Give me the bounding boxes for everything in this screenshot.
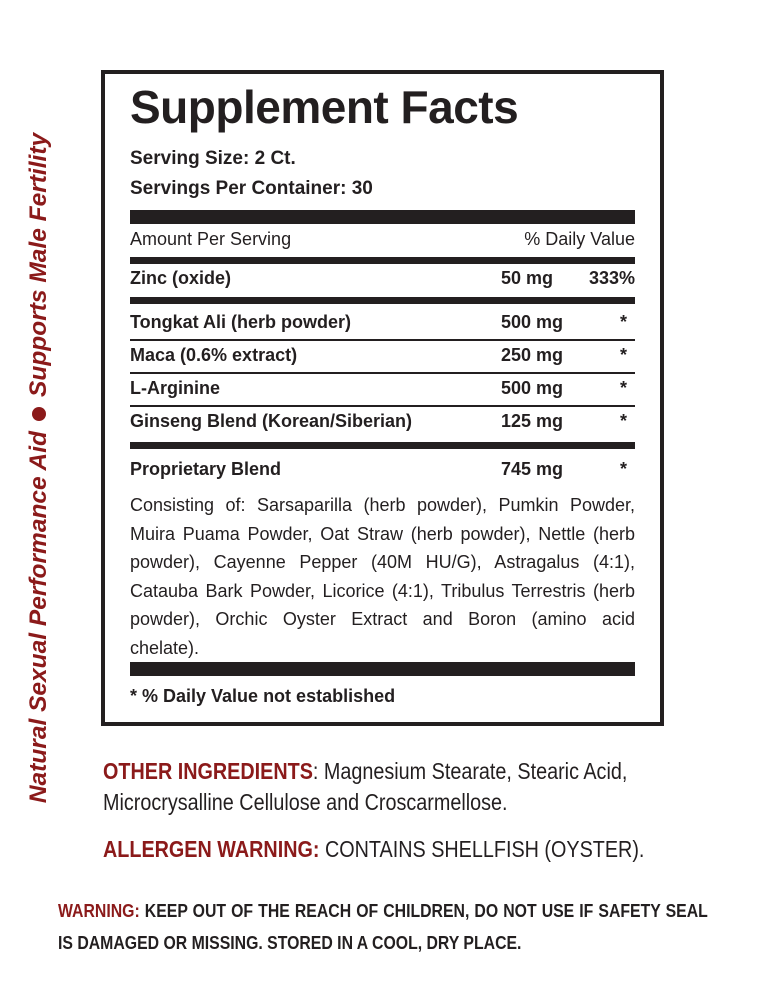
blend-amount: 745 mg <box>501 459 564 479</box>
amount-per-serving-header: Amount Per Serving <box>130 229 292 249</box>
blend-description: Consisting of: Sarsaparilla (herb powder), Pumkin Powder, Muira Puama Powder, Oat Straw (herb powder), Nettle (herb powder), Cayenne Pepper (40M HU/G), Astragalus (4:1), Catauba Bark Powder, Licorice (4:1), Tribulus Terrestris (herb powder), Orchic Oyster Extract and Boron (amino acid chelate). <box>130 495 635 658</box>
ingredient-amount: 500 mg <box>501 378 564 398</box>
ingredient-name: Ginseng Blend (Korean/Siberian) <box>130 411 413 431</box>
ingredient-daily-value: * <box>619 345 627 365</box>
servings-per-container: Servings Per Container: 30 <box>130 178 373 199</box>
allergen-text: CONTAINS SHELLFISH (OYSTER). <box>319 836 645 862</box>
safety-warning <box>58 895 708 959</box>
thick-divider <box>130 662 635 676</box>
other-ingredients-label: OTHER INGREDIENTS <box>103 758 313 784</box>
supplement-facts-panel <box>101 70 664 726</box>
side-tagline-right: Supports Male Fertility <box>25 132 52 397</box>
column-header-row <box>130 225 635 255</box>
other-ingredients <box>103 756 663 818</box>
ingredient-name: Maca (0.6% extract) <box>130 345 298 365</box>
nutrient-daily-value: 333% <box>588 268 635 288</box>
allergen-warning <box>103 836 644 863</box>
allergen-label: ALLERGEN WARNING: <box>103 836 320 862</box>
ingredient-row <box>130 374 635 404</box>
nutrient-row-zinc <box>130 264 635 294</box>
warning-text: KEEP OUT OF THE REACH OF CHILDREN, DO NOT USE IF SAFETY SEAL IS DAMAGED OR MISSING. STORED IN A COOL, DRY PLACE. <box>58 900 708 953</box>
ingredient-daily-value: * <box>619 378 627 398</box>
medium-divider <box>130 442 635 449</box>
ingredient-amount: 125 mg <box>501 411 564 431</box>
proprietary-blend-row <box>130 455 635 485</box>
nutrient-amount: 50 mg <box>501 268 554 288</box>
medium-divider <box>130 297 635 304</box>
ingredient-row <box>130 308 635 338</box>
thick-divider <box>130 210 635 224</box>
daily-value-header: % Daily Value <box>524 229 635 249</box>
blend-daily-value: * <box>619 459 627 479</box>
warning-label: WARNING: <box>58 900 140 921</box>
blend-name: Proprietary Blend <box>130 459 282 479</box>
ingredient-name: Tongkat Ali (herb powder) <box>130 312 351 332</box>
ingredient-daily-value: * <box>619 312 627 332</box>
daily-value-footnote: * % Daily Value not established <box>130 686 396 706</box>
nutrient-name: Zinc (oxide) <box>130 268 232 288</box>
facts-title: Supplement Facts <box>130 81 519 133</box>
ingredient-daily-value: * <box>619 411 627 431</box>
side-tagline <box>16 68 62 868</box>
serving-size: Serving Size: 2 Ct. <box>130 148 296 169</box>
ingredient-row <box>130 407 635 437</box>
side-tagline-left: Natural Sexual Performance Aid <box>25 430 52 804</box>
ingredient-row <box>130 341 635 371</box>
other-ingredients-text: : Magnesium Stearate, Stearic Acid, Microcrysalline Cellulose and Croscarmellose. <box>103 758 628 815</box>
bullet-dot-icon <box>32 407 46 421</box>
medium-divider <box>130 257 635 264</box>
ingredient-name: L-Arginine <box>130 378 220 398</box>
ingredient-amount: 250 mg <box>501 345 564 365</box>
ingredient-amount: 500 mg <box>501 312 564 332</box>
